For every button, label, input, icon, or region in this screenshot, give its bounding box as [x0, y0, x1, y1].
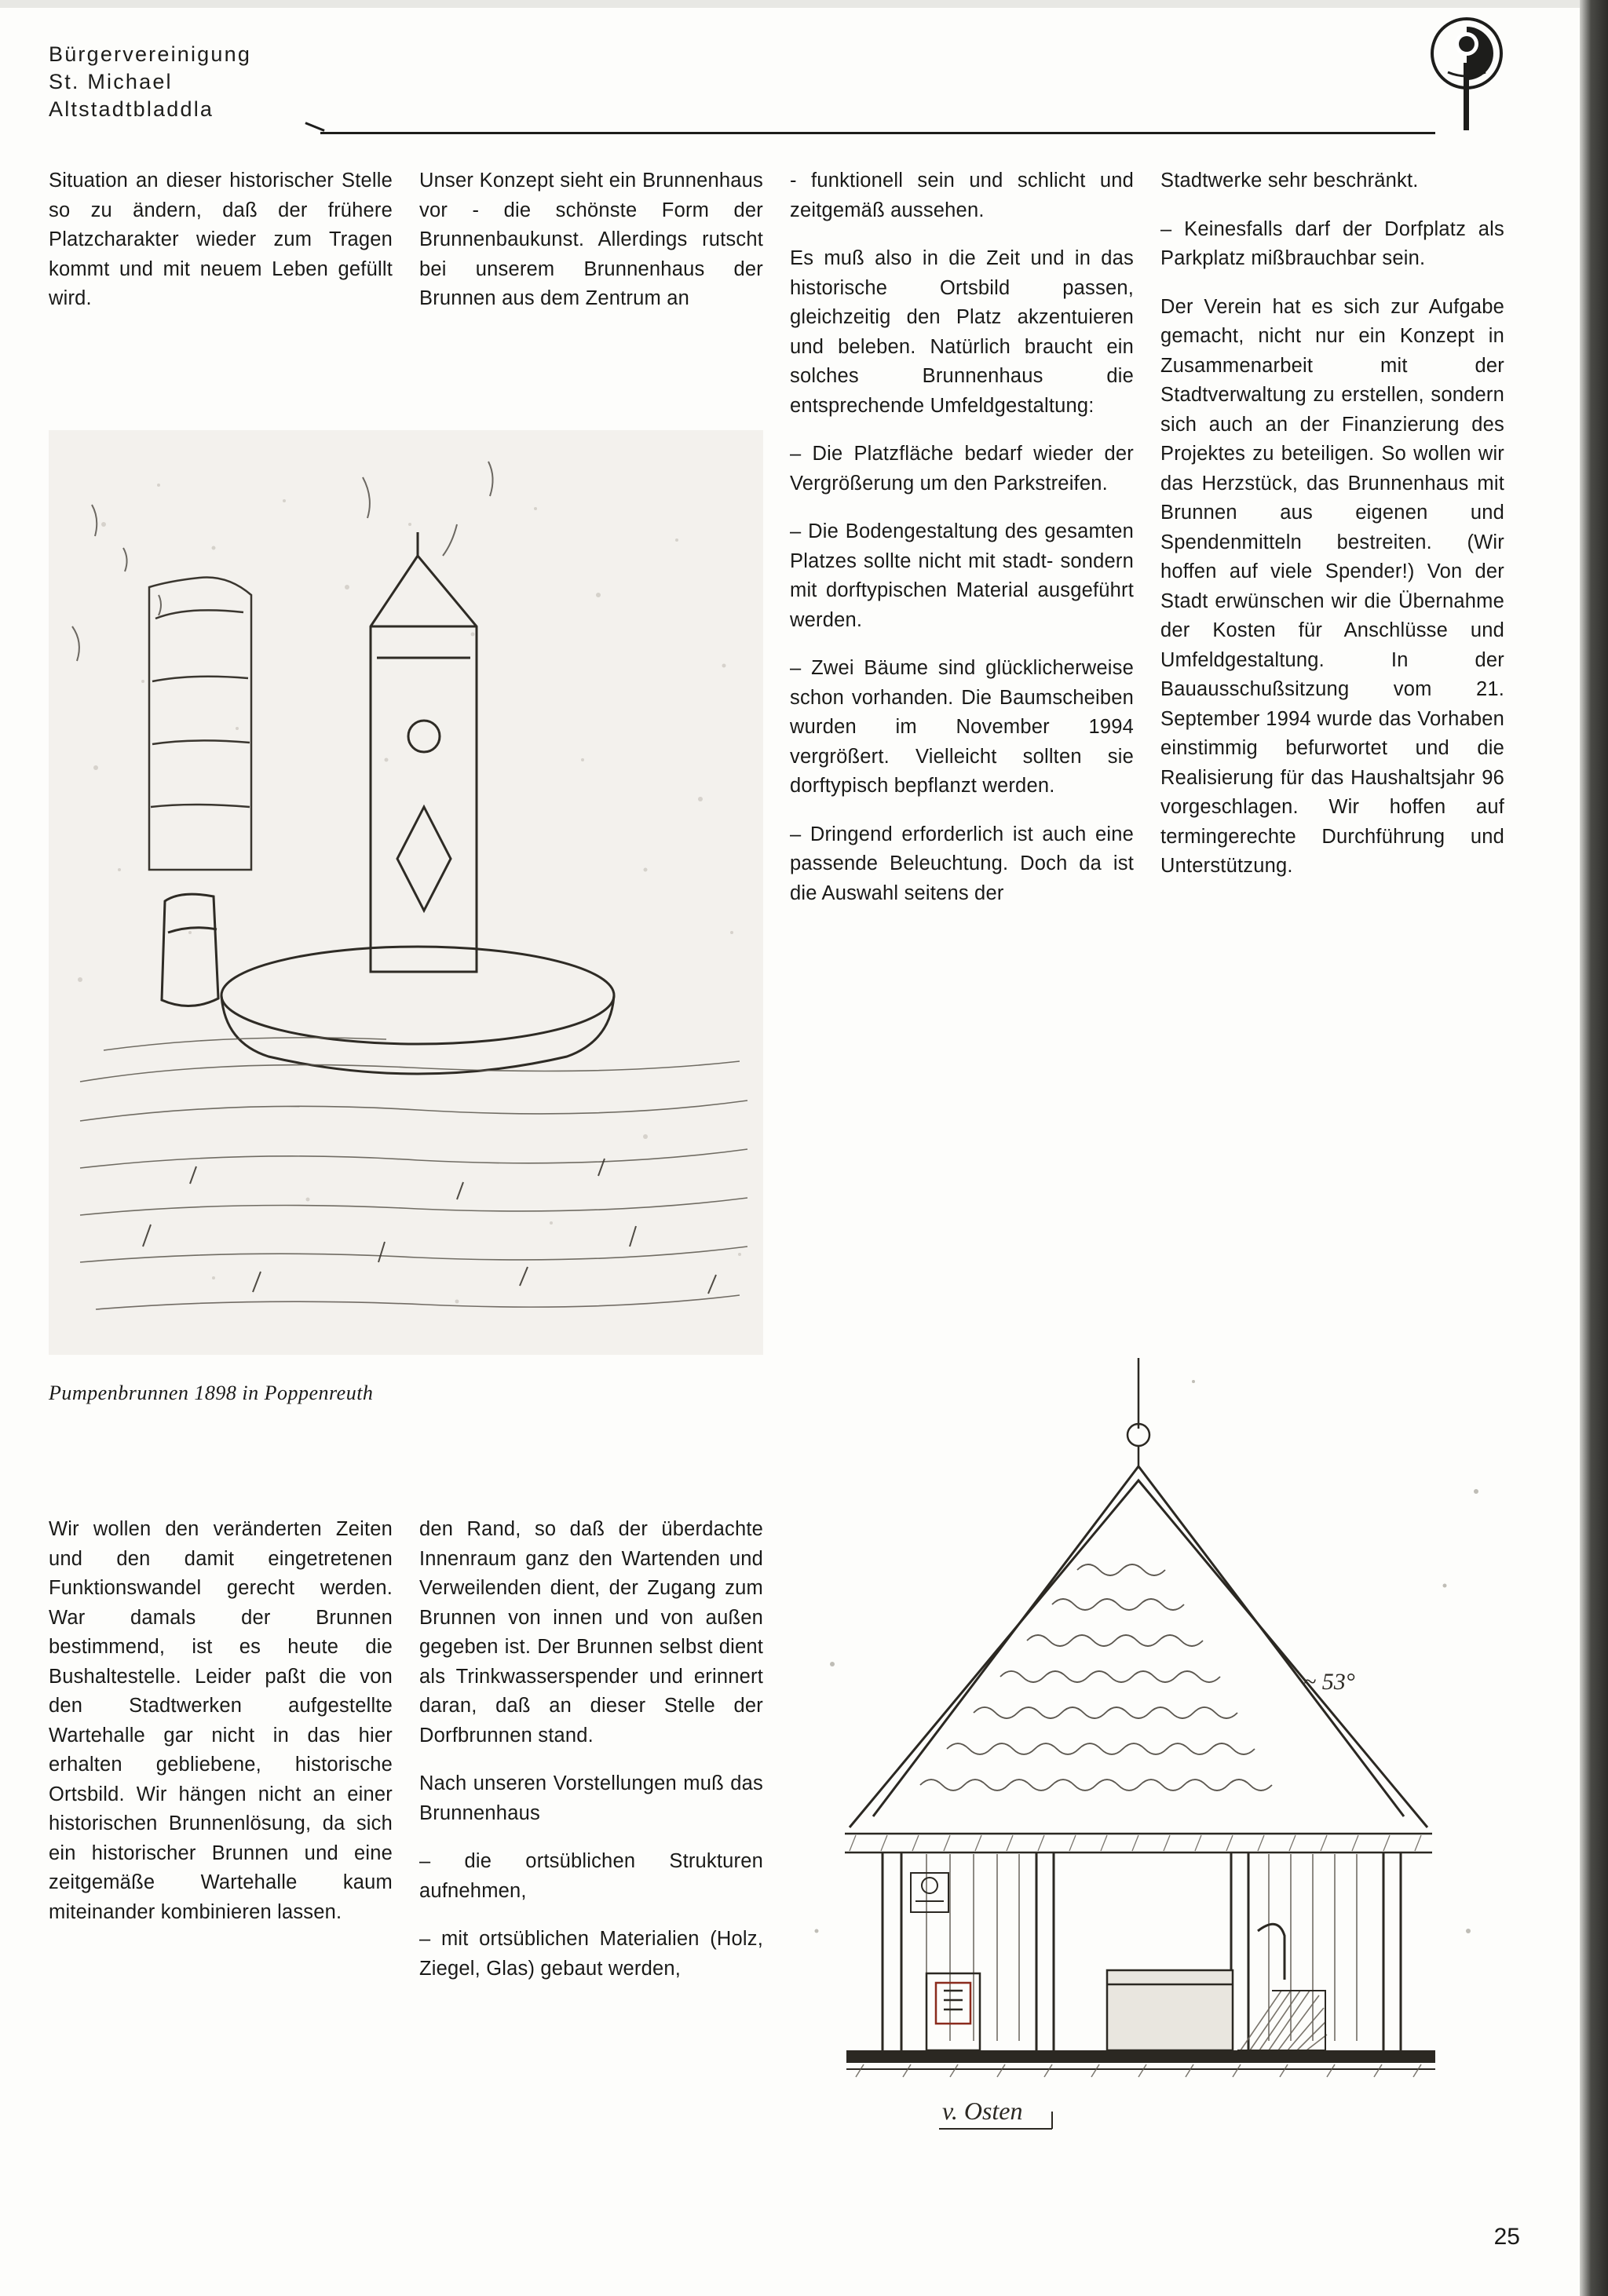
paragraph: – Die Bodengestaltung des gesamten Platzes sollte nicht mit stadt- sondern mit dorftypischen Material ausgeführt werden. — [790, 520, 1134, 631]
masthead-line-3: Altstadtbladdla — [49, 97, 214, 121]
paragraph: – die ortsüblichen Strukturen aufnehmen, — [419, 1850, 763, 1902]
scan-edge-top — [0, 0, 1608, 8]
paragraph: – Keinesfalls darf der Dorfplatz als Parkplatz mißbrauchbar sein. — [1160, 217, 1504, 269]
masthead-line-2: St. Michael — [49, 70, 173, 93]
brunnenhaus-sketch — [801, 1334, 1492, 2166]
article-column-1 — [49, 166, 393, 314]
paragraph: Es muß also in die Zeit und in das historische Ortsbild passen, gleichzeitig den Platz akzentuieren und beleben. Natürlich braucht ein solches Brunnenhaus die entsprechende Umfeldgestaltung: — [790, 247, 1134, 417]
article-column-5 — [49, 1515, 393, 1927]
paragraph: – Zwei Bäume sind glücklicherweise schon vorhanden. Die Baumscheiben wurden im November 1994 vergrößert. Vielleicht sollten sie dorftypisch bepflanzt werden. — [790, 657, 1134, 797]
page-number: 25 — [1493, 2224, 1520, 2250]
paragraph: den Rand, so daß der überdachte Innenraum ganz den Wartenden und Verweilenden dient, der Zugang zum Brunnen von innen und von außen gegeben ist. Der Brunnen selbst dient als Trinkwasserspender und erinnert daran, daß an dieser Stelle der Dorfbrunnen stand. — [419, 1518, 763, 1747]
pumpenbrunnen-illustration — [49, 430, 763, 1355]
masthead — [49, 41, 1383, 123]
article-column-3 — [790, 166, 1134, 908]
figure-caption: Pumpenbrunnen 1898 in Poppenreuth — [49, 1382, 374, 1404]
paragraph: – mit ortsüblichen Materialien (Holz, Ziegel, Glas) gebaut werden, — [419, 1928, 763, 1980]
roof-angle-label: ~ 53° — [1303, 1669, 1355, 1695]
paragraph: Situation an dieser historischer Stelle so zu ändern, daß der frühere Platzcharakter wieder zum Tragen kommt und mit neuem Leben gefüllt wird. — [49, 170, 393, 309]
paragraph: Stadtwerke sehr beschränkt. — [1160, 170, 1419, 192]
paragraph: Wir wollen den veränderten Zeiten und den damit eingetretenen Funktionswandel gerecht werden. War damals der Brunnen bestimmend, ist es heute die Bushaltestelle. Leider paßt die von den Stadtwerken aufgestellte Wartehalle gar nicht in das hier erhalten gebliebene, historische Ortsbild. Wir hängen nicht an einer historischen Brunnenlösung, da sich ein historischer Brunnen und eine zeitgemäße Wartehalle kaum miteinander kombinieren lassen. — [49, 1518, 393, 1923]
article-column-2 — [419, 166, 763, 314]
masthead-rule — [320, 132, 1435, 134]
paragraph: – Dringend erforderlich ist auch eine passende Beleuchtung. Doch da ist die Auswahl seitens der — [790, 823, 1134, 904]
fountain-logo-icon — [1420, 16, 1514, 133]
view-direction-note: v. Osten — [942, 2097, 1023, 2125]
article-column-4 — [1160, 166, 1504, 882]
masthead-line-1: Bürgervereinigung — [49, 42, 252, 66]
paragraph: Der Verein hat es sich zur Aufgabe gemacht, nicht nur ein Konzept in Zusammenarbeit mit der Stadtverwaltung zu erstellen, sondern sich auch an der Finanzierung des Projektes zu beteiligen. So wollen wir das Herzstück, das Brunnenhaus mit Brunnen aus eigenen und Spendenmitteln bestreiten. (Wir hoffen auf viele Spender!) Von der Stadt erwünschen wir die Übernahme der Kosten für Anschlüsse und Umfeldgestaltung. In der Bauausschußsitzung vom 21. September 1994 wurde das Vorhaben einstimmig befurwortet und die Realisierung für das Haushaltsjahr 96 vorgeschlagen. Wir hoffen auf termingerechte Durchführung und Unterstützung. — [1160, 295, 1504, 877]
article-column-6 — [419, 1515, 763, 1984]
paragraph: Nach unseren Vorstellungen muß das Brunnenhaus — [419, 1772, 763, 1824]
scan-edge-right — [1580, 0, 1608, 2296]
paragraph: – Die Platzfläche bedarf wieder der Vergrößerung um den Parkstreifen. — [790, 443, 1134, 495]
paragraph: - funktionell sein und schlicht und zeitgemäß aussehen. — [790, 170, 1134, 221]
masthead-rule-tick — [305, 122, 324, 132]
paragraph: Unser Konzept sieht ein Brunnenhaus vor - die schönste Form der Brunnenbaukunst. Allerdings rutscht bei unserem Brunnenhaus der Brunnen aus dem Zentrum an — [419, 170, 763, 309]
